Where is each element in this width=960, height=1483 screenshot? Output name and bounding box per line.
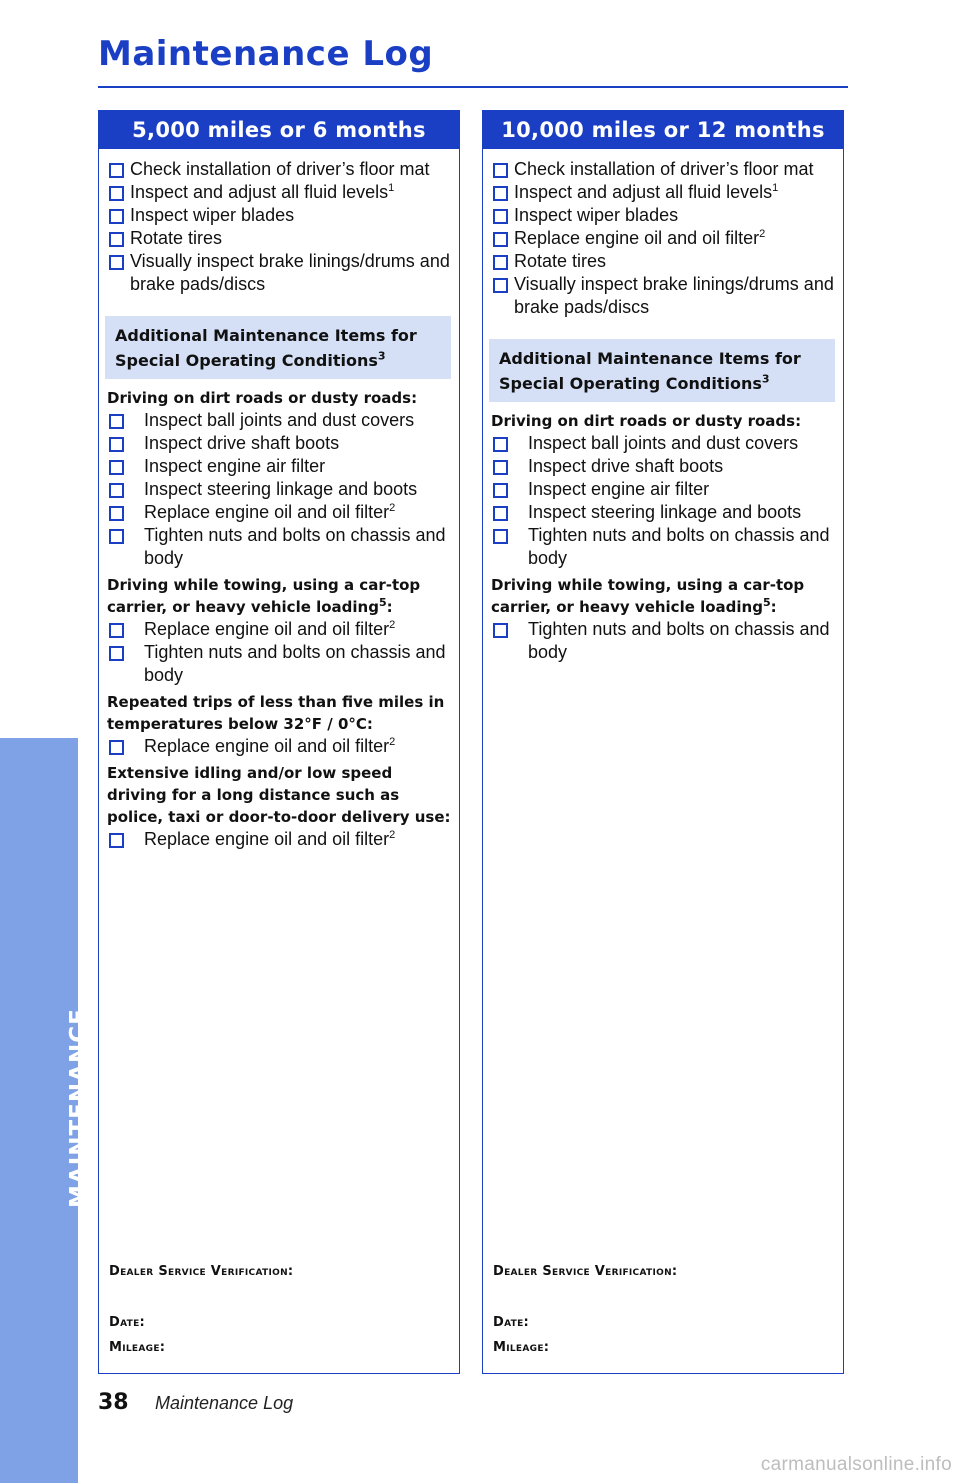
routine-checklist bbox=[491, 158, 835, 319]
checklist-item-text: Replace engine oil and oil filter bbox=[144, 829, 390, 849]
checklist-item bbox=[107, 828, 451, 851]
checklist-item bbox=[107, 158, 451, 181]
checkbox-icon[interactable] bbox=[109, 483, 124, 498]
checklist-item-text: Rotate tires bbox=[514, 251, 607, 271]
checklist-item bbox=[107, 181, 451, 204]
checklist-item bbox=[107, 204, 451, 227]
checkbox-icon[interactable] bbox=[109, 186, 124, 201]
checklist-item bbox=[491, 524, 835, 570]
page-title: Maintenance Log bbox=[98, 34, 434, 74]
checklist-item-text: Replace engine oil and oil filter bbox=[144, 502, 390, 522]
additional-items-line2 bbox=[499, 371, 825, 396]
footnote-marker: 1 bbox=[772, 182, 779, 194]
checklist-item-text: Inspect drive shaft boots bbox=[144, 433, 340, 453]
checklist-item bbox=[491, 618, 835, 664]
checklist-item bbox=[107, 227, 451, 250]
date-label: Date: bbox=[493, 1315, 530, 1330]
checklist-item bbox=[107, 641, 451, 687]
section-side-tab-label: MAINTENANCE bbox=[66, 1008, 92, 1208]
condition-heading bbox=[491, 410, 835, 432]
condition-heading bbox=[107, 574, 451, 618]
additional-items-line2 bbox=[115, 348, 441, 373]
condition-heading-text: Driving on dirt roads or dusty roads: bbox=[107, 389, 418, 407]
checklist-item bbox=[491, 181, 835, 204]
checklist-item-text: Inspect and adjust all fluid levels bbox=[514, 182, 773, 202]
additional-items-line2-text: Special Operating Conditions bbox=[499, 374, 762, 393]
checklist-item bbox=[107, 524, 451, 570]
checklist-item-text: Tighten nuts and bolts on chassis and body bbox=[144, 525, 446, 568]
checklist-item bbox=[491, 478, 835, 501]
dealer-verification bbox=[109, 1264, 293, 1355]
checklist-item-text: Replace engine oil and oil filter bbox=[144, 619, 390, 639]
footnote-marker: 1 bbox=[388, 182, 395, 194]
checkbox-icon[interactable] bbox=[493, 255, 508, 270]
condition-heading bbox=[491, 574, 835, 618]
checklist-item-text: Tighten nuts and bolts on chassis and body bbox=[528, 619, 830, 662]
checklist-item-text: Inspect and adjust all fluid levels bbox=[130, 182, 389, 202]
additional-items-box bbox=[489, 339, 835, 402]
checkbox-icon[interactable] bbox=[493, 437, 508, 452]
checklist-item-text: Inspect steering linkage and boots bbox=[144, 479, 418, 499]
checklist-item-text: Replace engine oil and oil filter bbox=[144, 736, 390, 756]
additional-items-line2-text: Special Operating Conditions bbox=[115, 351, 378, 370]
checklist-item bbox=[107, 735, 451, 758]
checklist-item-text: Replace engine oil and oil filter bbox=[514, 228, 760, 248]
page-number: 38 bbox=[98, 1390, 129, 1415]
condition-groups bbox=[107, 387, 451, 851]
condition-heading-tail: : bbox=[386, 598, 393, 616]
checkbox-icon[interactable] bbox=[109, 529, 124, 544]
checklist-item bbox=[107, 618, 451, 641]
checklist-item bbox=[107, 501, 451, 524]
checklist-item bbox=[107, 432, 451, 455]
checklist-item bbox=[107, 250, 451, 296]
additional-items-footnote: 3 bbox=[761, 372, 770, 386]
condition-heading-text: Extensive idling and/or low speed driving for a long distance such as police, taxi or door-to-door delivery use: bbox=[107, 764, 451, 826]
checkbox-icon[interactable] bbox=[493, 506, 508, 521]
checkbox-icon[interactable] bbox=[493, 209, 508, 224]
condition-heading-text: Driving while towing, using a car-top carrier, or heavy vehicle loading bbox=[491, 576, 805, 616]
checklist-item bbox=[491, 227, 835, 250]
condition-checklist bbox=[491, 432, 835, 570]
condition-heading-tail: : bbox=[770, 598, 777, 616]
column-10000-miles bbox=[482, 110, 844, 1374]
watermark: carmanualsonline.info bbox=[760, 1454, 952, 1475]
checklist-item bbox=[107, 455, 451, 478]
checklist-item-text: Check installation of driver’s floor mat bbox=[514, 159, 814, 179]
checkbox-icon[interactable] bbox=[109, 209, 124, 224]
column-5000-miles bbox=[98, 110, 460, 1374]
footnote-marker: 2 bbox=[389, 829, 396, 841]
checklist-item bbox=[491, 273, 835, 319]
checklist-item-text: Visually inspect brake linings/drums and brake pads/discs bbox=[514, 274, 834, 317]
checkbox-icon[interactable] bbox=[493, 623, 508, 638]
checklist-item bbox=[491, 455, 835, 478]
checklist-item-text: Tighten nuts and bolts on chassis and body bbox=[528, 525, 830, 568]
checkbox-icon[interactable] bbox=[493, 483, 508, 498]
checkbox-icon[interactable] bbox=[493, 460, 508, 475]
checklist-item-text: Tighten nuts and bolts on chassis and body bbox=[144, 642, 446, 685]
additional-items-line1: Additional Maintenance Items for bbox=[115, 326, 417, 345]
checklist-item-text: Inspect wiper blades bbox=[514, 205, 679, 225]
checklist-item bbox=[491, 158, 835, 181]
condition-heading bbox=[107, 762, 451, 828]
checklist-item-text: Inspect engine air filter bbox=[144, 456, 326, 476]
condition-checklist bbox=[107, 409, 451, 570]
mileage-label: Mileage: bbox=[109, 1340, 166, 1355]
checkbox-icon[interactable] bbox=[109, 437, 124, 452]
additional-items-box bbox=[105, 316, 451, 379]
checkbox-icon[interactable] bbox=[109, 646, 124, 661]
footnote-marker: 5 bbox=[378, 596, 387, 609]
checklist-item-text: Check installation of driver’s floor mat bbox=[130, 159, 430, 179]
checkbox-icon[interactable] bbox=[109, 163, 124, 178]
routine-checklist bbox=[107, 158, 451, 296]
checklist-item-text: Inspect engine air filter bbox=[528, 479, 710, 499]
checkbox-icon[interactable] bbox=[109, 414, 124, 429]
checkbox-icon[interactable] bbox=[109, 623, 124, 638]
footnote-marker: 5 bbox=[762, 596, 771, 609]
checklist-item bbox=[491, 204, 835, 227]
checklist-item bbox=[107, 409, 451, 432]
dealer-service-verification-label: Dealer Service Verification: bbox=[109, 1264, 294, 1279]
checkbox-icon[interactable] bbox=[109, 506, 124, 521]
checkbox-icon[interactable] bbox=[493, 232, 508, 247]
footer-section-label: Maintenance Log bbox=[155, 1393, 294, 1413]
condition-groups bbox=[491, 410, 835, 664]
checkbox-icon[interactable] bbox=[109, 740, 124, 755]
checkbox-icon[interactable] bbox=[109, 232, 124, 247]
footnote-marker: 2 bbox=[389, 502, 396, 514]
checklist-item-text: Inspect steering linkage and boots bbox=[528, 502, 802, 522]
footnote-marker: 2 bbox=[389, 736, 396, 748]
checkbox-icon[interactable] bbox=[109, 255, 124, 270]
checkbox-icon[interactable] bbox=[493, 163, 508, 178]
checklist-item bbox=[107, 478, 451, 501]
checklist-item bbox=[491, 250, 835, 273]
dealer-verification bbox=[493, 1264, 677, 1355]
footnote-marker: 2 bbox=[389, 619, 396, 631]
footnote-marker: 2 bbox=[759, 228, 766, 240]
additional-items-line1: Additional Maintenance Items for bbox=[499, 349, 801, 368]
checklist-item bbox=[491, 432, 835, 455]
checkbox-icon[interactable] bbox=[493, 186, 508, 201]
checkbox-icon[interactable] bbox=[109, 833, 124, 848]
checklist-item-text: Visually inspect brake linings/drums and brake pads/discs bbox=[130, 251, 450, 294]
condition-heading-text: Repeated trips of less than five miles in temperatures below 32°F / 0°C: bbox=[107, 693, 445, 733]
column-body bbox=[483, 149, 843, 664]
condition-checklist bbox=[107, 618, 451, 687]
mileage-label: Mileage: bbox=[493, 1340, 550, 1355]
column-header: 5,000 miles or 6 months bbox=[99, 111, 459, 149]
date-label: Date: bbox=[109, 1315, 146, 1330]
condition-checklist bbox=[491, 618, 835, 664]
condition-heading bbox=[107, 387, 451, 409]
column-body bbox=[99, 149, 459, 851]
condition-checklist bbox=[107, 828, 451, 851]
checklist-item-text: Inspect ball joints and dust covers bbox=[528, 433, 799, 453]
checklist-item-text: Inspect wiper blades bbox=[130, 205, 295, 225]
checklist-item bbox=[491, 501, 835, 524]
condition-checklist bbox=[107, 735, 451, 758]
column-header: 10,000 miles or 12 months bbox=[483, 111, 843, 149]
condition-heading bbox=[107, 691, 451, 735]
checklist-item-text: Inspect ball joints and dust covers bbox=[144, 410, 415, 430]
checklist-item-text: Rotate tires bbox=[130, 228, 223, 248]
condition-heading-text: Driving on dirt roads or dusty roads: bbox=[491, 412, 802, 430]
condition-heading-text: Driving while towing, using a car-top carrier, or heavy vehicle loading bbox=[107, 576, 421, 616]
title-divider bbox=[98, 86, 848, 88]
additional-items-footnote: 3 bbox=[377, 349, 386, 363]
checkbox-icon[interactable] bbox=[493, 529, 508, 544]
dealer-service-verification-label: Dealer Service Verification: bbox=[493, 1264, 678, 1279]
checkbox-icon[interactable] bbox=[493, 278, 508, 293]
checklist-item-text: Inspect drive shaft boots bbox=[528, 456, 724, 476]
checkbox-icon[interactable] bbox=[109, 460, 124, 475]
